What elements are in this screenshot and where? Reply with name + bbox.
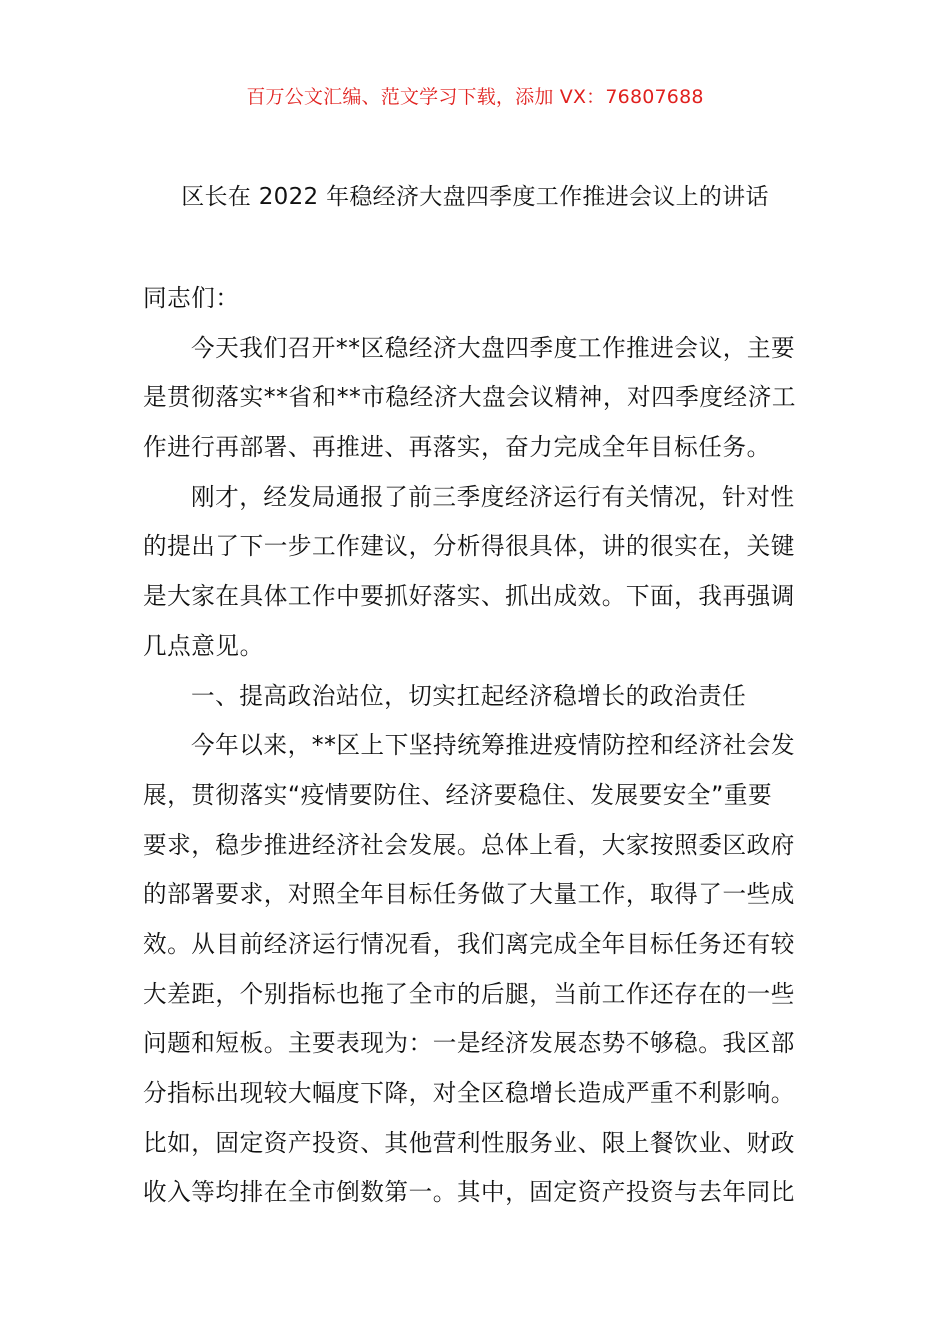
paragraph-line: 分指标出现较大幅度下降，对全区稳增长造成严重不利影响。 xyxy=(143,1079,795,1107)
promo-header-banner: 百万公文汇编、范文学习下载，添加 VX：76807688 xyxy=(246,86,704,108)
paragraph-line: 的部署要求，对照全年目标任务做了大量工作，取得了一些成 xyxy=(143,880,795,909)
paragraph-line: 今天我们召开**区稳经济大盘四季度工作推进会议，主要 xyxy=(191,333,796,362)
paragraph-line: 要求，稳步推进经济社会发展。总体上看，大家按照委区政府 xyxy=(143,830,795,859)
paragraph-line: 收入等均排在全市倒数第一。其中，固定资产投资与去年同比 xyxy=(143,1178,795,1207)
paragraph-line: 几点意见。 xyxy=(143,631,264,660)
document-title: 区长在 2022 年稳经济大盘四季度工作推进会议上的讲话 xyxy=(181,184,769,210)
paragraph-line: 是大家在具体工作中要抓好落实、抓出成效。下面，我再强调 xyxy=(143,582,795,611)
paragraph-line: 今年以来，**区上下坚持统筹推进疫情防控和经济社会发 xyxy=(191,731,796,760)
document-body xyxy=(143,283,813,1227)
section-heading: 一、提高政治站位，切实扛起经济稳增长的政治责任 xyxy=(191,681,747,710)
paragraph-line: 大差距，个别指标也拖了全市的后腿，当前工作还存在的一些 xyxy=(143,979,795,1008)
paragraph-line: 问题和短板。主要表现为：一是经济发展态势不够稳。我区部 xyxy=(143,1029,795,1058)
paragraph-line: 比如，固定资产投资、其他营利性服务业、限上餐饮业、财政 xyxy=(143,1128,795,1157)
salutation: 同志们： xyxy=(143,284,240,312)
paragraph-line: 是贯彻落实**省和**市稳经济大盘会议精神，对四季度经济工 xyxy=(143,383,796,412)
paragraph-line: 效。从目前经济运行情况看，我们离完成全年目标任务还有较 xyxy=(143,929,795,958)
paragraph-line: 作进行再部署、再推进、再落实，奋力完成全年目标任务。 xyxy=(143,433,771,462)
paragraph-line: 的提出了下一步工作建议，分析得很具体，讲的很实在，关键 xyxy=(143,532,795,561)
paragraph-line: 刚才，经发局通报了前三季度经济运行有关情况，针对性 xyxy=(191,482,795,511)
paragraph-line: 展，贯彻落实“疫情要防住、经济要稳住、发展要安全”重要 xyxy=(143,780,773,809)
